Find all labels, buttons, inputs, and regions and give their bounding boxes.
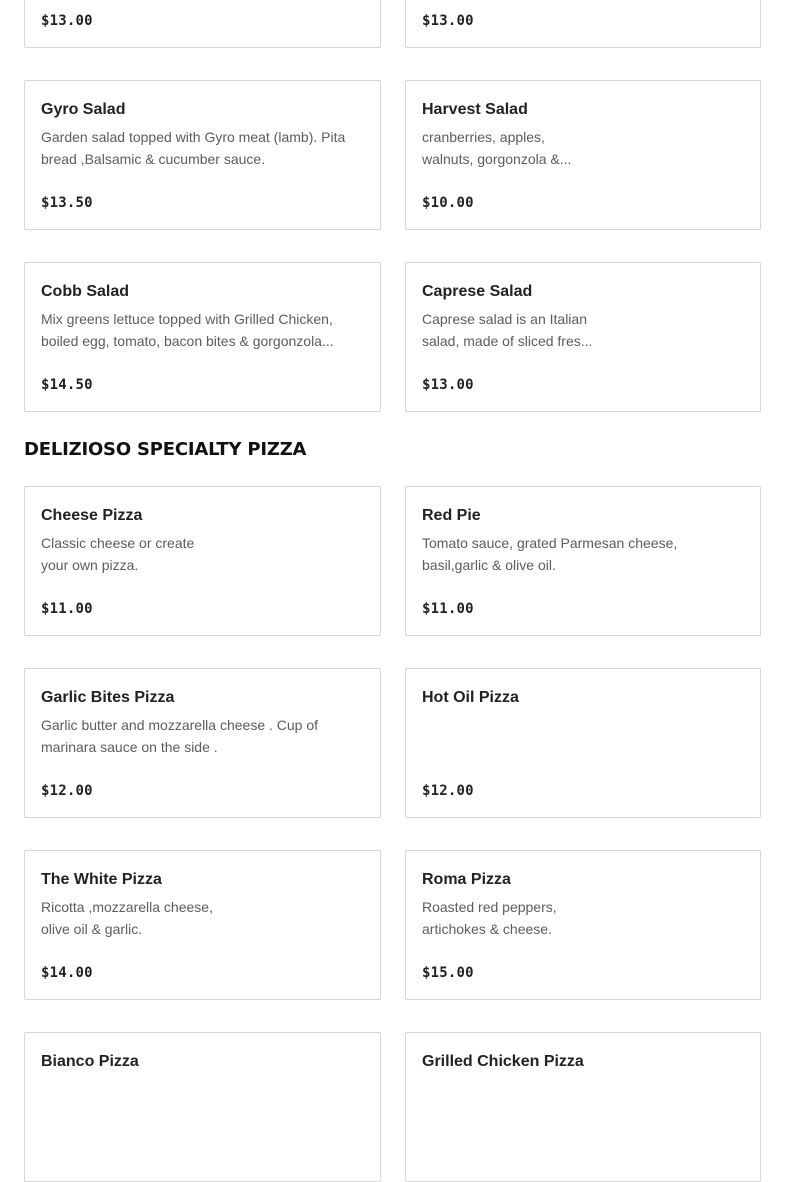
menu-item-card[interactable]	[24, 80, 381, 230]
item-name: Garlic Bites Pizza	[41, 689, 175, 706]
item-price: $14.50	[41, 377, 93, 393]
menu-item-card[interactable]	[405, 486, 761, 636]
item-description: Garden salad topped with Gyro meat (lamb). Pita bread ,Balsamic & cucumber sauce.	[41, 129, 346, 167]
menu-item-card[interactable]	[405, 0, 761, 48]
item-price: $13.00	[422, 377, 474, 393]
item-price: $11.00	[41, 601, 93, 617]
item-name: Roma Pizza	[422, 871, 511, 888]
pizza-grid	[24, 486, 761, 1182]
item-description	[41, 1078, 364, 1122]
item-description: Roasted red peppers, artichokes & cheese.	[422, 899, 557, 937]
item-description: Tomato sauce, grated Parmesan cheese, basil,garlic & olive oil.	[422, 535, 678, 573]
menu-item-card[interactable]	[24, 0, 381, 48]
item-description: Classic cheese or create your own pizza.	[41, 535, 195, 573]
menu-item-card[interactable]	[405, 262, 761, 412]
item-name: Red Pie	[422, 507, 481, 524]
item-price: $13.50	[41, 195, 93, 211]
menu-item-card[interactable]	[405, 80, 761, 230]
item-price: $12.00	[422, 783, 474, 799]
item-description: cranberries, apples, walnuts, gorgonzola &...	[422, 129, 572, 167]
item-price: $12.00	[41, 783, 93, 799]
menu-item-card[interactable]	[24, 262, 381, 412]
section-heading: DELIZIOSO SPECIALTY PIZZA	[24, 439, 307, 460]
item-name: Harvest Salad	[422, 101, 528, 118]
item-name: Cheese Pizza	[41, 507, 143, 524]
item-name: The White Pizza	[41, 871, 162, 888]
menu-item-card[interactable]	[405, 1032, 761, 1182]
item-price: $15.00	[422, 965, 474, 981]
item-price: $11.00	[422, 601, 474, 617]
item-name: Hot Oil Pizza	[422, 689, 519, 706]
menu-item-card[interactable]	[24, 850, 381, 1000]
item-price: $14.00	[41, 965, 93, 981]
menu-item-card[interactable]	[405, 850, 761, 1000]
item-name: Cobb Salad	[41, 283, 130, 300]
menu-item-card[interactable]	[24, 1032, 381, 1182]
menu-item-card[interactable]	[24, 668, 381, 818]
item-price: $13.00	[41, 13, 93, 29]
item-name: Grilled Chicken Pizza	[422, 1053, 584, 1070]
item-price: $13.00	[422, 13, 474, 29]
item-description	[422, 1078, 744, 1122]
item-name: Gyro Salad	[41, 101, 126, 118]
item-description: Garlic butter and mozzarella cheese . Cup of marinara sauce on the side .	[41, 717, 319, 755]
item-description: Mix greens lettuce topped with Grilled Chicken, boiled egg, tomato, bacon bites & gorgonzola...	[41, 311, 334, 349]
item-name: Caprese Salad	[422, 283, 533, 300]
item-description: Caprese salad is an Italian salad, made of sliced fres...	[422, 311, 593, 349]
menu-item-card[interactable]	[24, 486, 381, 636]
item-description	[422, 714, 744, 758]
item-price: $10.00	[422, 195, 474, 211]
item-name: Bianco Pizza	[41, 1053, 139, 1070]
menu-item-card[interactable]	[405, 668, 761, 818]
item-description: Ricotta ,mozzarella cheese, olive oil & garlic.	[41, 899, 213, 937]
salads-grid	[24, 0, 761, 412]
